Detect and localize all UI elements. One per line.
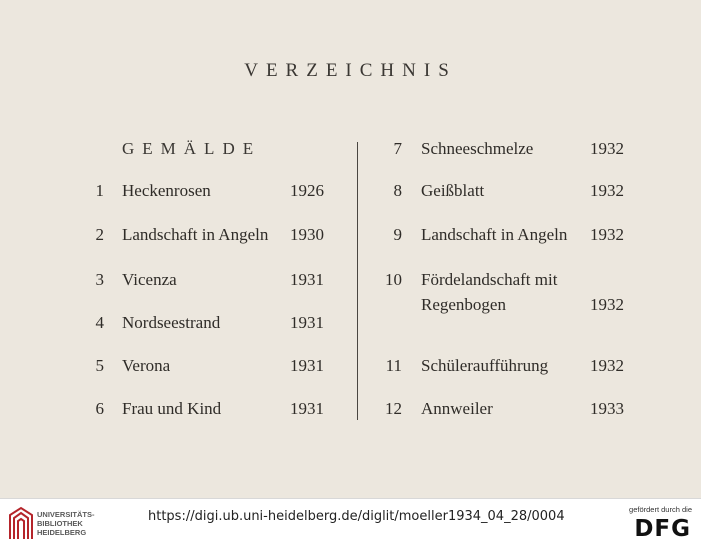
entry-title: Heckenrosen — [122, 181, 211, 200]
entry-number: 8 — [393, 181, 402, 200]
entry-year: 1932 — [590, 139, 624, 158]
library-name-line: HEIDELBERG — [37, 528, 87, 537]
entry-year: 1931 — [290, 313, 324, 332]
entry-title: Schüleraufführung — [421, 356, 549, 375]
entry-number: 9 — [393, 225, 402, 244]
entry-number: 10 — [385, 270, 402, 289]
entry-title: Regenbogen — [421, 295, 506, 314]
entry-number: 3 — [95, 270, 104, 289]
entry-number: 1 — [95, 181, 104, 200]
entry-number: 12 — [385, 399, 402, 418]
entry-year: 1926 — [290, 181, 324, 200]
entry-number: 4 — [95, 313, 104, 332]
entry-title: Geißblatt — [421, 181, 485, 200]
entry-title: Vicenza — [122, 270, 177, 289]
entry-title: Landschaft in Angeln — [421, 225, 568, 244]
entry-year: 1932 — [590, 295, 624, 314]
entry-number: 7 — [393, 139, 402, 158]
entry-number: 6 — [95, 399, 104, 418]
entry-title: Nordseestrand — [122, 313, 221, 332]
entry-year: 1932 — [590, 225, 624, 244]
entry-year: 1932 — [590, 181, 624, 200]
permalink-url[interactable]: https://digi.ub.uni-heidelberg.de/diglit/moeller1934_04_28/0004 — [148, 509, 565, 524]
entry-number: 2 — [95, 225, 104, 244]
entry-year: 1931 — [290, 270, 324, 289]
page-title: VERZEICHNIS — [244, 60, 457, 81]
entry-title: Schneeschmelze — [421, 139, 534, 158]
dfg-logo-icon[interactable]: DFG — [634, 516, 691, 542]
library-name-line: UNIVERSITÄTS- — [37, 510, 95, 519]
library-name-line: BIBLIOTHEK — [37, 519, 83, 528]
entry-number: 5 — [95, 356, 104, 375]
section-heading: GEMÄLDE — [122, 139, 262, 158]
funding-label: gefördert durch die — [629, 505, 692, 514]
column-divider — [357, 142, 358, 420]
entry-year: 1933 — [590, 399, 624, 418]
entry-title: Annweiler — [421, 399, 493, 418]
library-logo-icon[interactable] — [8, 505, 34, 543]
entry-year: 1931 — [290, 356, 324, 375]
entry-year: 1930 — [290, 225, 324, 244]
entry-title: Fördelandschaft mit — [421, 270, 558, 289]
entry-year: 1932 — [590, 356, 624, 375]
entry-title: Landschaft in Angeln — [122, 225, 269, 244]
entry-year: 1931 — [290, 399, 324, 418]
entry-title: Frau und Kind — [122, 399, 222, 418]
entry-title: Verona — [122, 356, 171, 375]
library-name[interactable] — [37, 510, 95, 537]
entry-number: 11 — [385, 356, 402, 375]
